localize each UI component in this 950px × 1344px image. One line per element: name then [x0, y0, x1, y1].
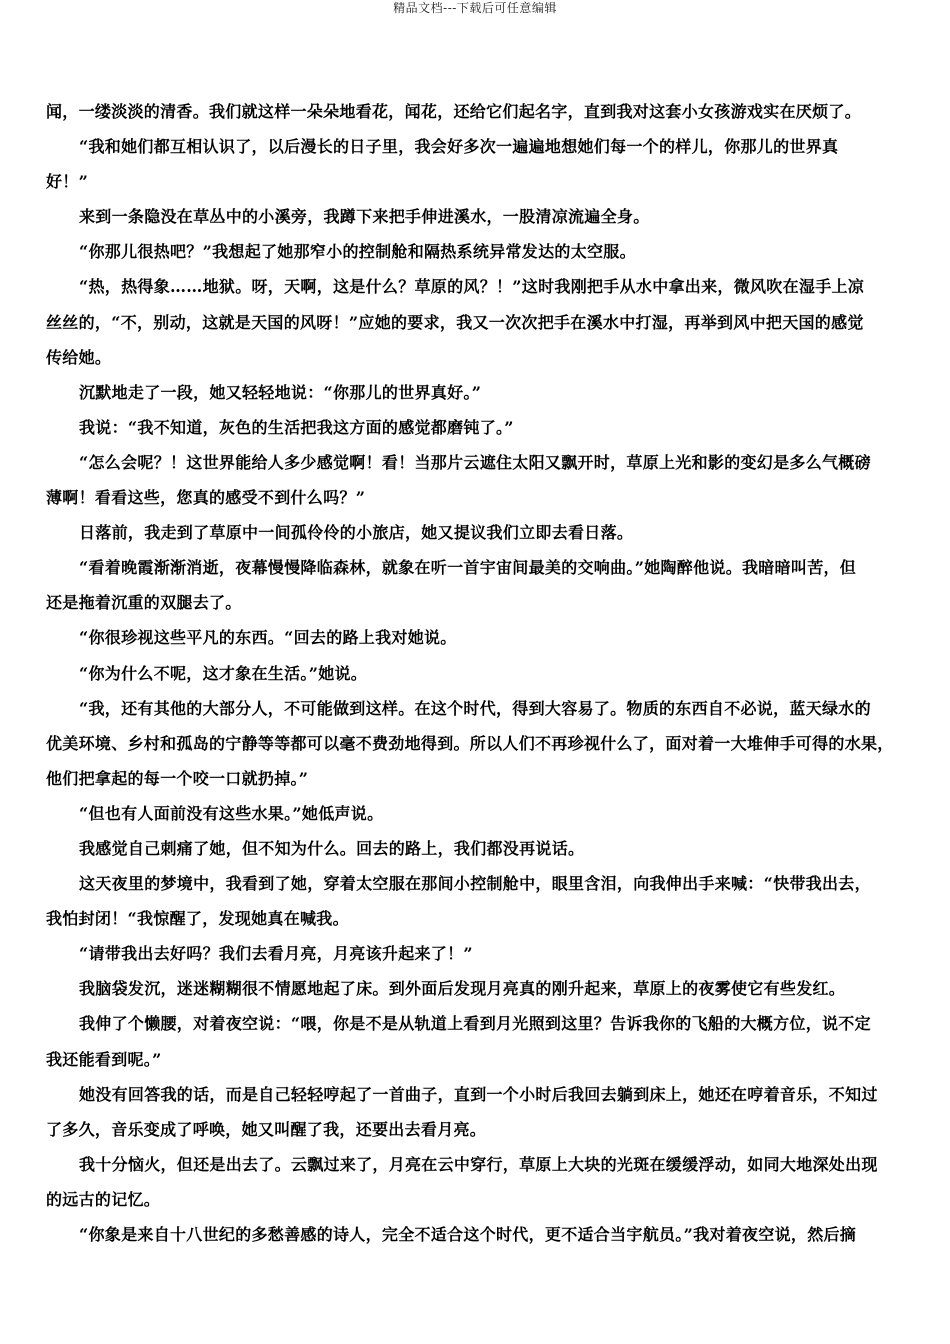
paragraph-line: 丝丝的，“不，别动，这就是天国的风呀！”应她的要求，我又一次次把手在溪水中打湿，再举到风中把天国的感觉	[46, 312, 864, 332]
paragraph-first-line: 她没有回答我的话，而是自己轻轻哼起了一首曲子，直到一个小时后我回去躺到床上，她还在哼着音乐，不知过	[79, 1084, 878, 1104]
paragraph-first-line: 这天夜里的梦境中，我看到了她，穿着太空服在那间小控制舱中，眼里含泪，向我伸出手来喊：“快带我出去，	[79, 874, 871, 894]
paragraph-line: 我怕封闭！“我惊醒了，发现她真在喊我。	[46, 909, 349, 929]
paragraph-first-line: 来到一条隐没在草丛中的小溪旁，我蹲下来把手伸进溪水，一股清凉流遍全身。	[79, 207, 650, 227]
paragraph-first-line: “我，还有其他的大部分人，不可能做到这样。在这个时代，得到大容易了。物质的东西自不必说，蓝天绿水的	[79, 698, 871, 718]
paragraph-first-line: “热，热得象……地狱。呀，天啊，这是什么？草原的风？！”这时我刚把手从水中拿出来，微风吹在湿手上凉	[79, 277, 865, 297]
paragraph-first-line: “看着晚霞渐渐消逝，夜幕慢慢降临森林，就象在听一首宇宙间最美的交响曲。”她陶醉他说。我暗暗叫苦，但	[79, 558, 857, 578]
paragraph-first-line: 我十分恼火，但还是出去了。云飘过来了，月亮在云中穿行，草原上大块的光斑在缓缓浮动，如同大地深处出现	[79, 1154, 878, 1174]
paragraph-first-line: “你为什么不呢，这才象在生活。”她说。	[79, 663, 368, 683]
paragraph-line: 我还能看到呢。”	[46, 1049, 162, 1069]
paragraph-first-line: “你很珍视这些平凡的东西。“回去的路上我对她说。	[79, 628, 457, 648]
paragraph-line: 还是拖着沉重的双腿去了。	[46, 593, 242, 613]
paragraph-first-line: 我伸了个懒腰，对着夜空说：“喂，你是不是从轨道上看到月光照到这里？告诉我你的飞船的大概方位，说不定	[79, 1014, 871, 1034]
paragraph-first-line: “请带我出去好吗？我们去看月亮，月亮该升起来了！”	[79, 944, 473, 964]
paragraph-first-line: 我说：“我不知道，灰色的生活把我这方面的感觉都磨钝了。”	[79, 417, 514, 437]
paragraph-first-line: 我脑袋发沉，迷迷糊糊很不情愿地起了床。到外面后发现月亮真的刚升起来，草原上的夜雾使它有些发红。	[79, 979, 846, 999]
paragraph-first-line: 沉默地走了一段，她又轻轻地说：“你那儿的世界真好。”	[79, 382, 482, 402]
paragraph-line: 传给她。	[46, 347, 112, 367]
page-header: 精品文档---下载后可任意编辑	[393, 1, 557, 15]
paragraph-first-line: “但也有人面前没有这些水果。”她低声说。	[79, 803, 384, 823]
paragraph-first-line: “怎么会呢？！这世界能给人多少感觉啊！看！当那片云遮住太阳又飘开时，草原上光和影的变幻是多么气概磅	[79, 452, 871, 472]
paragraph-line: 薄啊！看看这些，您真的感受不到什么吗？”	[46, 488, 366, 508]
paragraph-line: 好！”	[46, 172, 89, 192]
paragraph-line: 了多久，音乐变成了呼唤，她又叫醒了我，还要出去看月亮。	[46, 1119, 487, 1139]
paragraph-first-line: “你象是来自十八世纪的多愁善感的诗人，完全不适合这个时代，更不适合当宇航员。”我对着夜空说，然后摘	[79, 1225, 857, 1244]
paragraph-line: 优美环境、乡村和孤岛的宁静等等都可以毫不费劲地得到。所以人们不再珍视什么了，面对着一大堆伸手可得的水果，	[46, 733, 894, 753]
paragraph-first-line: 日落前，我走到了草原中一间孤伶伶的小旅店，她又提议我们立即去看日落。	[79, 523, 634, 543]
paragraph-first-line: “你那儿很热吧？”我想起了她那窄小的控制舱和隔热系统异常发达的太空服。	[79, 242, 636, 262]
paragraph-line: 闻，一缕淡淡的清香。我们就这样一朵朵地看花，闻花，还给它们起名字，直到我对这套小女孩游戏实在厌烦了。	[46, 102, 862, 121]
paragraph-first-line: 我感觉自己刺痛了她，但不知为什么。回去的路上，我们都没再说话。	[79, 838, 585, 858]
paragraph-first-line: “我和她们都互相认识了，以后漫长的日子里，我会好多次一遍遍地想她们每一个的样儿，你那儿的世界真	[79, 137, 839, 157]
paragraph-line: 的远古的记忆。	[46, 1189, 161, 1209]
document-body	[46, 94, 906, 1252]
paragraph-line: 他们把拿起的每一个咬一口就扔掉。”	[46, 768, 309, 788]
